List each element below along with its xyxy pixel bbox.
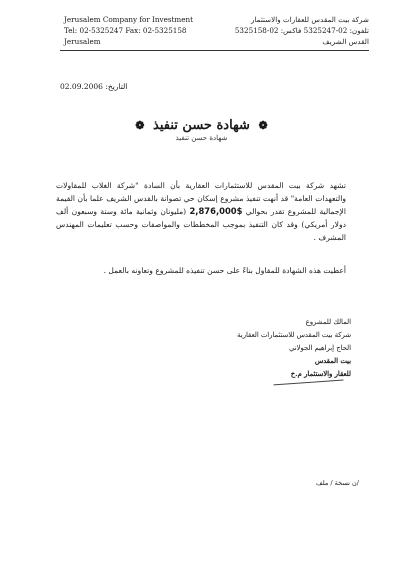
- letterhead-en-city: Jerusalem: [64, 37, 101, 46]
- body-part-1: تشهد شركة بيت المقدس للاستثمارات العقارية بأن السادة "شركة الغلاب للمقاولات والتعهدات العامة" قد أنهت تنفيذ مشروع إسكان حي تصوانة بالقدس الشريف علما بأن القيمة الإجمالية للمشروع تقدر بحوالي: [56, 181, 346, 216]
- certificate-body: [56, 179, 346, 244]
- letterhead-ar-name: شركة بيت المقدس للعقارات والاستثمار: [251, 15, 369, 24]
- ornament-star-icon: ❁: [258, 119, 268, 132]
- letterhead-divider: [60, 50, 369, 51]
- contract-amount: $2,876,000: [189, 206, 243, 216]
- signature-owner-label: المالك للمشروع: [305, 318, 351, 326]
- copy-note: /ن نسخة / ملف: [315, 479, 359, 487]
- stamp-company-name: بيت المقدس: [314, 357, 351, 365]
- date-line: [60, 82, 131, 91]
- closing-statement: أعطيت هذه الشهادة للمقاول بناءً على حسن تنفيذه للمشروع وتعاونه بالعمل .: [103, 266, 346, 275]
- letterhead-ar-contacts: تلفون: 02-5325247 فاكس: 02-5325158: [234, 26, 369, 35]
- date-value: 02.09.2006: [60, 82, 103, 91]
- letterhead-en-contacts: Tel: 02-5325247 Fax: 02-5325158: [64, 26, 187, 35]
- certificate-title-text: شهادة حسن تنفيذ: [153, 118, 250, 133]
- signature-person: الحاج إبراهيم الجولاني: [289, 344, 351, 352]
- body-part-2: (مليونان وثمانية مائة وستة وسبعون ألف دولار أمريكي) وقد كان التنفيذ بموجب المخططات والمواصفات وحسب تعليمات المهندس المشرف .: [56, 207, 346, 242]
- stamp-company-subtitle: للعقار والاستثمار م.خ: [290, 370, 351, 378]
- date-label: التاريخ:: [105, 82, 128, 91]
- certificate-subtitle: شهادة حسن تنفيذ: [175, 134, 228, 142]
- signature-company: شركة بيت المقدس للاستثمارات العقارية: [237, 331, 351, 339]
- letterhead-en-name: Jerusalem Company for Investment: [64, 15, 193, 24]
- letterhead-arabic: [199, 14, 369, 47]
- certificate-title: [0, 118, 403, 133]
- ornament-star-icon: ❁: [135, 119, 145, 132]
- letterhead-ar-city: القدس الشريف: [322, 37, 369, 46]
